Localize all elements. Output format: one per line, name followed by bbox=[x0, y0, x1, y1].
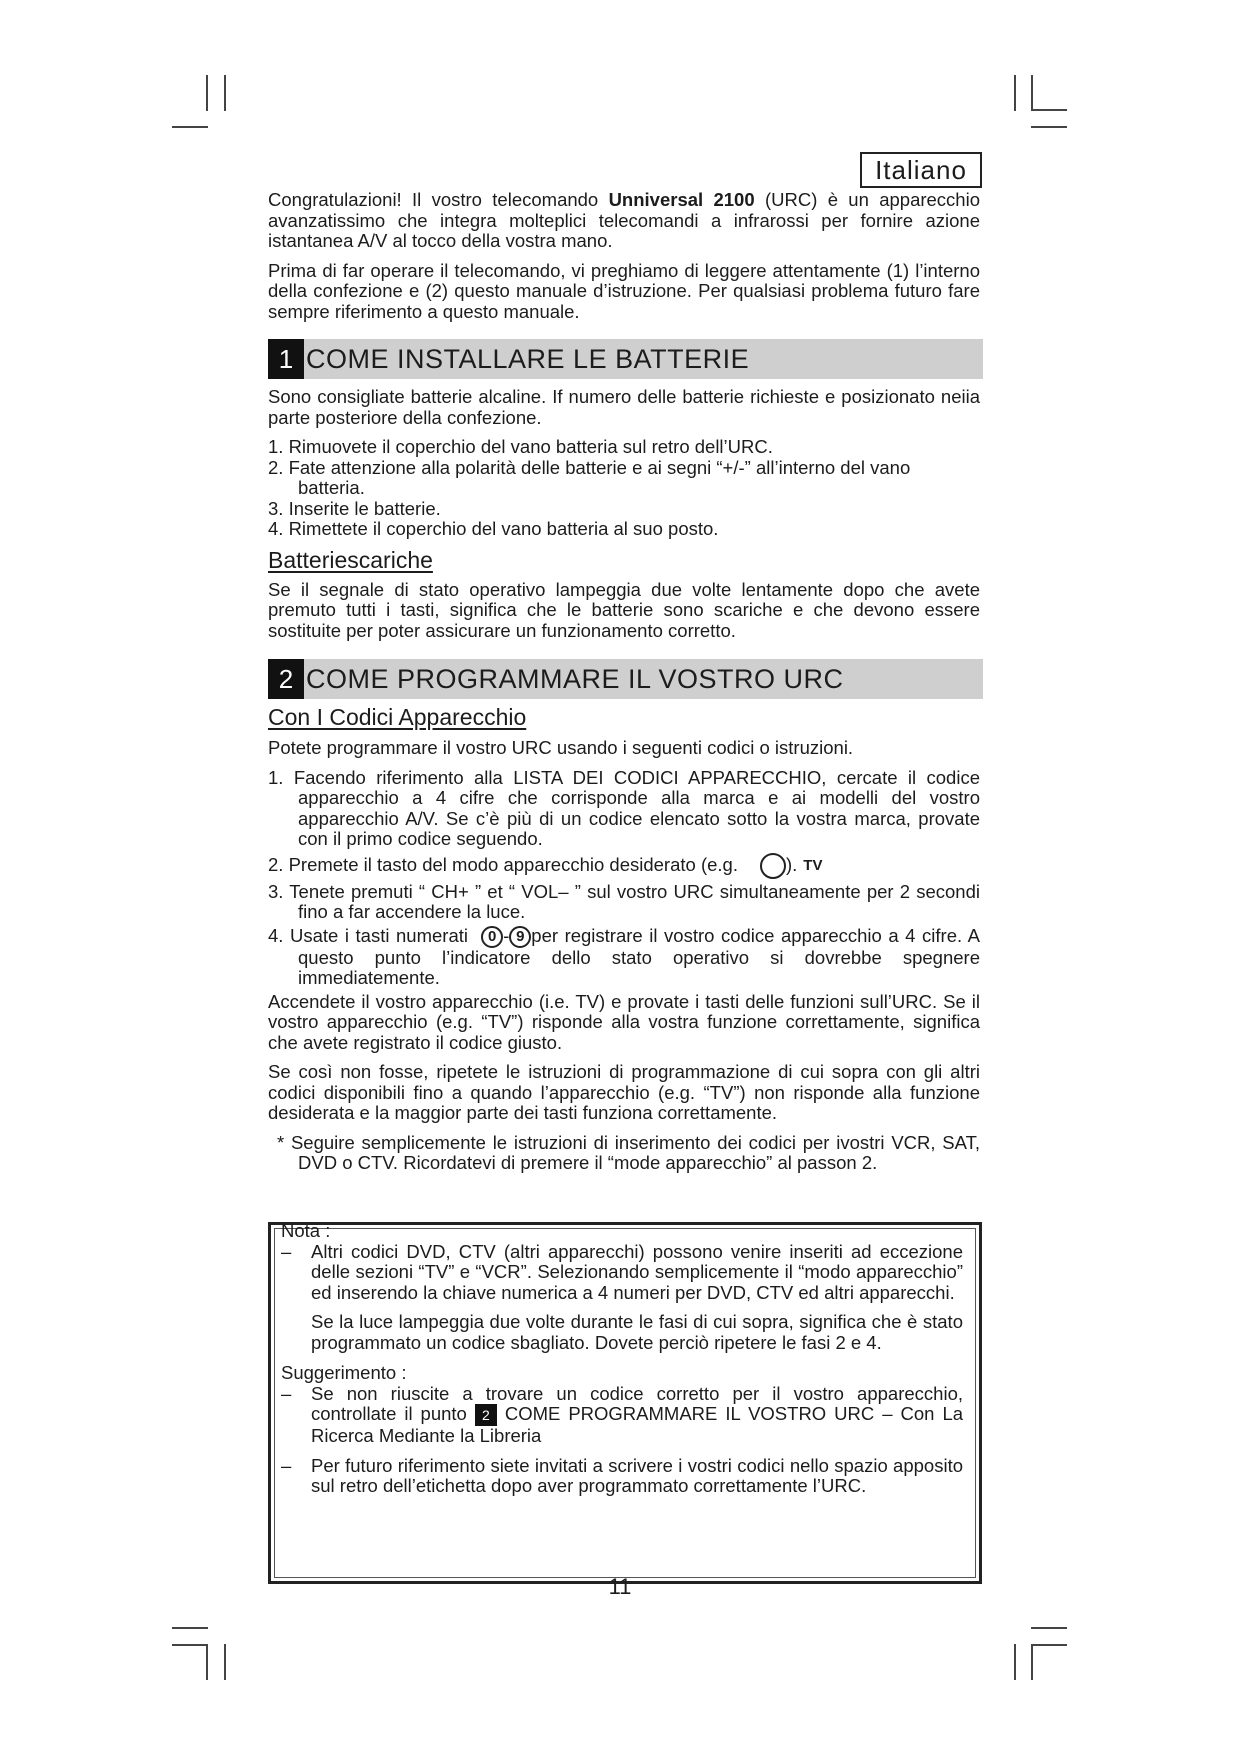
section-2-reference-icon: 2 bbox=[475, 1404, 497, 1426]
program-step-2 bbox=[268, 853, 980, 879]
page-content bbox=[268, 190, 980, 1174]
tip-item-1-cont: COME PROGRAMMARE IL VOSTRO URC – Con La Ricerca Mediante la Libreria bbox=[311, 1403, 964, 1447]
section-1-header bbox=[268, 339, 983, 379]
program-step-3: 3. Tenete premuti “ CH+ ” et “ VOL– ” sul vostro URC simultaneamente per 2 secondi fino a far accendere la luce. bbox=[268, 880, 980, 922]
low-battery-heading: Batteriescariche bbox=[268, 546, 433, 573]
program-step-1: 1. Facendo riferimento alla LISTA DEI CODICI APPARECCHIO, cercate il codice apparecchio a 4 cifre che corrisponde alla marca e ai modelli del vostro apparecchio A/V. Se c’è più di un codice elencato sotto la vostra marca, provate con il primo codice seguendo. bbox=[268, 766, 980, 849]
programming-intro: Potete programmare il vostro URC usando i seguenti codici o istruzioni. bbox=[268, 737, 854, 758]
low-battery-text: Se il segnale di stato operativo lampeggia due volte lentamente dopo che avete premuto tutti i tasti, significa che le batterie sono scariche e che devono essere sostituite per poter assicurare un funzionamento corretto. bbox=[268, 578, 980, 641]
note-item-1 bbox=[281, 1242, 963, 1304]
key-range-dash: - bbox=[503, 924, 510, 946]
note-item-1-text: Altri codici DVD, CTV (altri apparecchi) possono venire inseriti ad eccezione delle sezioni “TV” e “VCR”. Selezionando semplicemente il “modo apparecchio” ed inserendo la chiave numerica a 4 numeri per DVD, CTV ed altri apparecchi. bbox=[311, 1240, 963, 1303]
note-item-1-continued: Se la luce lampeggia due volte durante le fasi di cui sopra, significa che è stato programmato un codice sbagliato. Dovete perciò ripetere le fasi 2 e 4. bbox=[311, 1311, 963, 1353]
tip-dash-2: – bbox=[281, 1454, 292, 1476]
program-step-4 bbox=[268, 926, 980, 989]
note-box bbox=[268, 1222, 982, 1584]
intro-text-cont: (URC) è un apparecchio avanzatissimo che integra molteplici telecomandi a infrarossi per fornire azione istantanea A/V al tocco della vostra mano. bbox=[268, 189, 980, 251]
tip-item-2 bbox=[281, 1456, 963, 1497]
intro-paragraph bbox=[268, 190, 980, 252]
program-step-4-text: 4. Usate i tasti numerati bbox=[268, 924, 468, 946]
note-content bbox=[281, 1220, 964, 1497]
section-2-header bbox=[268, 659, 983, 699]
tv-label: TV bbox=[803, 857, 823, 875]
section-1-title: COME INSTALLARE LE BATTERIE bbox=[306, 344, 750, 374]
tip-dash: – bbox=[281, 1382, 292, 1404]
intro-paragraph-2: Prima di far operare il telecomando, vi preghiamo di leggere attentamente (1) l’interno della confezione e (2) questo manuale d’istruzione. Per qualsiasi problema futuro fare sempre riferimento a questo manuale. bbox=[268, 259, 980, 322]
test-paragraph: Accendete il vostro apparecchio (i.e. TV) e provate i tasti delle funzioni sull’URC. Se il vostro apparecchio (e.g. “TV”) risponde alla vostra funzione correttamente, significa che avete registrato il codice giusto. bbox=[268, 990, 980, 1053]
key-zero-icon: 0 bbox=[481, 926, 503, 948]
battery-step-3: 3. Inserite le batterie. bbox=[268, 497, 441, 519]
tip-item-1-text: Se non riuscite a trovare un codice corretto per il vostro apparecchio, controllate il punto bbox=[311, 1382, 963, 1424]
tv-mode-button-icon bbox=[760, 853, 786, 879]
program-step-2-text: 2. Premete il tasto del modo apparecchio desiderato (e.g. bbox=[268, 853, 738, 875]
tip-label: Suggerimento : bbox=[281, 1362, 407, 1383]
device-codes-heading: Con I Codici Apparecchio bbox=[268, 704, 527, 730]
intro-text: Congratulazioni! Il vostro telecomando bbox=[268, 189, 609, 210]
battery-step-2: 2. Fate attenzione alla polarità delle batterie e ai segni “+/-” all’interno del vano batteria. bbox=[268, 456, 911, 498]
language-label: Italiano bbox=[860, 152, 982, 188]
section-2-number: 2 bbox=[268, 659, 304, 699]
tip-item-2-text: Per futuro riferimento siete invitati a scrivere i vostri codici nello spazio apposito sul retro dell’etichetta dopo aver programmato correttamente l’URC. bbox=[311, 1454, 963, 1497]
battery-step-1: 1. Rimuovete il coperchio del vano batteria sul retro dell’URC. bbox=[268, 436, 773, 457]
battery-intro: Sono consigliate batterie alcaline. If numero delle batterie richieste e posizionato neiia parte posteriore della confezione. bbox=[268, 386, 980, 428]
section-1-number: 1 bbox=[268, 339, 304, 379]
product-name: Unniversal 2100 bbox=[608, 189, 755, 210]
note-label: Nota : bbox=[281, 1220, 331, 1241]
program-step-4-cont: per registrare il vostro codice apparecchio a 4 cifre. A questo punto l’indicatore dello stato operativo si dovrebbe spegnere immediatemente. bbox=[298, 924, 980, 989]
tip-item-1 bbox=[281, 1384, 963, 1447]
key-nine-icon: 9 bbox=[509, 926, 531, 948]
program-step-2-close: ). bbox=[785, 853, 798, 875]
page-number: 11 bbox=[608, 1574, 632, 1599]
note-dash: – bbox=[281, 1240, 292, 1262]
battery-step-4: 4. Rimettete il coperchio del vano batteria al suo posto. bbox=[268, 518, 719, 539]
section-2-title: COME PROGRAMMARE IL VOSTRO URC bbox=[306, 664, 844, 694]
other-devices-paragraph: * Seguire semplicemente le istruzioni di inserimento dei codici per ivostri VCR, SAT, DVD o CTV. Ricordatevi di premere il “mode apparecchio” al passon 2. bbox=[277, 1131, 980, 1174]
retry-paragraph: Se così non fosse, ripetete le istruzioni di programmazione di cui sopra con gli altri codici disponibili fino a quando l’apparecchio (e.g. “TV”) non risponde alla funzione desiderata e la maggior parte dei tasti funziona correttamente. bbox=[268, 1061, 980, 1124]
